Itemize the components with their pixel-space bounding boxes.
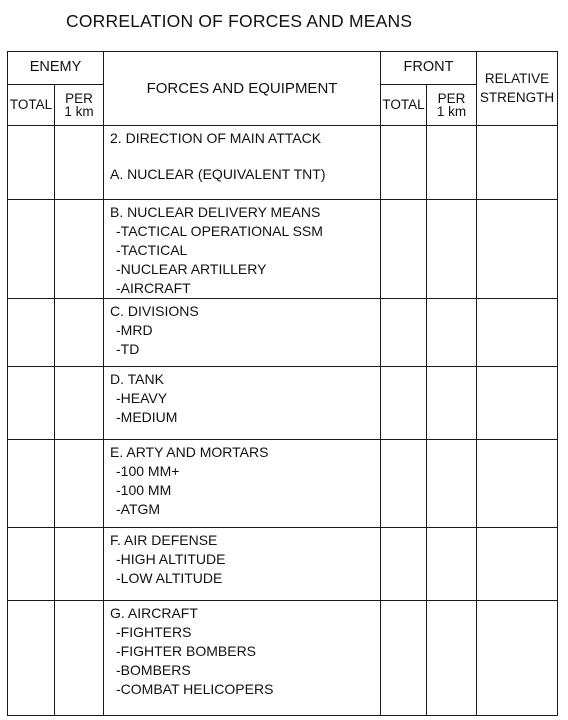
enemy-per-km-cell[interactable] <box>55 367 104 440</box>
category-cell <box>104 367 381 440</box>
correlation-table <box>7 51 558 716</box>
enemy-header: ENEMY <box>8 52 104 85</box>
enemy-total-cell[interactable] <box>8 528 55 601</box>
enemy-per-km-cell[interactable] <box>55 601 104 716</box>
category-cell <box>104 200 381 299</box>
category-item: -TACTICAL OPERATIONAL SSM <box>116 223 323 239</box>
per-label: PER <box>65 90 93 106</box>
front-header: FRONT <box>381 52 477 85</box>
front-total-cell[interactable] <box>381 367 427 440</box>
category-heading: A. NUCLEAR (EQUIVALENT TNT) <box>110 166 326 182</box>
category-cell <box>104 126 381 200</box>
category-item: -HIGH ALTITUDE <box>116 551 226 567</box>
category-item: -FIGHTERS <box>116 624 192 640</box>
enemy-total-cell[interactable] <box>8 601 55 716</box>
category-item: -MEDIUM <box>116 409 178 425</box>
category-item: -HEAVY <box>116 390 168 406</box>
strength-label: STRENGTH <box>479 89 555 105</box>
category-cell <box>104 299 381 367</box>
category-cell <box>104 601 381 716</box>
km-label: 1 km <box>64 104 94 119</box>
table-row <box>8 126 558 200</box>
enemy-per-km-cell[interactable] <box>55 126 104 200</box>
enemy-total-header: TOTAL <box>8 85 55 126</box>
front-total-cell[interactable] <box>381 528 427 601</box>
front-total-cell[interactable] <box>381 440 427 528</box>
category-item: -TACTICAL <box>116 242 188 258</box>
enemy-per-km-cell[interactable] <box>55 299 104 367</box>
category-cell <box>104 440 381 528</box>
relative-strength-cell[interactable] <box>477 200 558 299</box>
category-item: -100 MM <box>116 482 172 498</box>
enemy-total-cell[interactable] <box>8 367 55 440</box>
category-heading: G. AIRCRAFT <box>110 605 198 621</box>
front-total-cell[interactable] <box>381 200 427 299</box>
category-item: -LOW ALTITUDE <box>116 570 223 586</box>
front-per-km-cell[interactable] <box>427 528 477 601</box>
category-item: -AIRCRAFT <box>116 280 191 296</box>
category-heading: F. AIR DEFENSE <box>110 532 218 548</box>
front-total-header: TOTAL <box>381 85 427 126</box>
front-total-cell[interactable] <box>381 126 427 200</box>
category-item: -BOMBERS <box>116 662 191 678</box>
category-item: -NUCLEAR ARTILLERY <box>116 261 267 277</box>
enemy-per-km-cell[interactable] <box>55 200 104 299</box>
enemy-per-km-cell[interactable] <box>55 440 104 528</box>
enemy-total-cell[interactable] <box>8 299 55 367</box>
front-total-cell[interactable] <box>381 601 427 716</box>
front-per-km-cell[interactable] <box>427 299 477 367</box>
category-heading: E. ARTY AND MORTARS <box>110 444 269 460</box>
enemy-per-km-header <box>55 85 104 126</box>
table-row <box>8 367 558 440</box>
category-heading: B. NUCLEAR DELIVERY MEANS <box>110 204 321 220</box>
forces-equipment-header: FORCES AND EQUIPMENT <box>104 52 381 126</box>
relative-label: RELATIVE <box>484 71 550 87</box>
front-per-km-cell[interactable] <box>427 440 477 528</box>
category-heading: 2. DIRECTION OF MAIN ATTACK <box>110 130 322 146</box>
category-cell <box>104 528 381 601</box>
front-per-km-cell[interactable] <box>427 126 477 200</box>
category-item: -TD <box>116 341 140 357</box>
relative-strength-header <box>477 52 558 126</box>
category-item: -MRD <box>116 322 153 338</box>
category-heading: D. TANK <box>110 371 164 387</box>
relative-strength-cell[interactable] <box>477 601 558 716</box>
table-row <box>8 299 558 367</box>
front-total-cell[interactable] <box>381 299 427 367</box>
enemy-total-cell[interactable] <box>8 200 55 299</box>
category-item: -100 MM+ <box>116 463 180 479</box>
enemy-total-cell[interactable] <box>8 126 55 200</box>
km-label: 1 km <box>436 104 467 119</box>
page-title: CORRELATION OF FORCES AND MEANS <box>66 11 413 31</box>
enemy-total-cell[interactable] <box>8 440 55 528</box>
category-item: -ATGM <box>116 501 161 517</box>
table-row <box>8 440 558 528</box>
table-row <box>8 601 558 716</box>
relative-strength-cell[interactable] <box>477 367 558 440</box>
per-label: PER <box>437 90 466 106</box>
relative-strength-cell[interactable] <box>477 126 558 200</box>
front-per-km-cell[interactable] <box>427 601 477 716</box>
table-row <box>8 200 558 299</box>
enemy-per-km-cell[interactable] <box>55 528 104 601</box>
relative-strength-cell[interactable] <box>477 299 558 367</box>
category-item: -FIGHTER BOMBERS <box>116 643 257 659</box>
category-heading: C. DIVISIONS <box>110 303 199 319</box>
table-row <box>8 528 558 601</box>
category-item: -COMBAT HELICOPERS <box>116 681 274 697</box>
front-per-km-cell[interactable] <box>427 367 477 440</box>
relative-strength-cell[interactable] <box>477 440 558 528</box>
front-per-km-header <box>427 85 477 126</box>
relative-strength-cell[interactable] <box>477 528 558 601</box>
front-per-km-cell[interactable] <box>427 200 477 299</box>
